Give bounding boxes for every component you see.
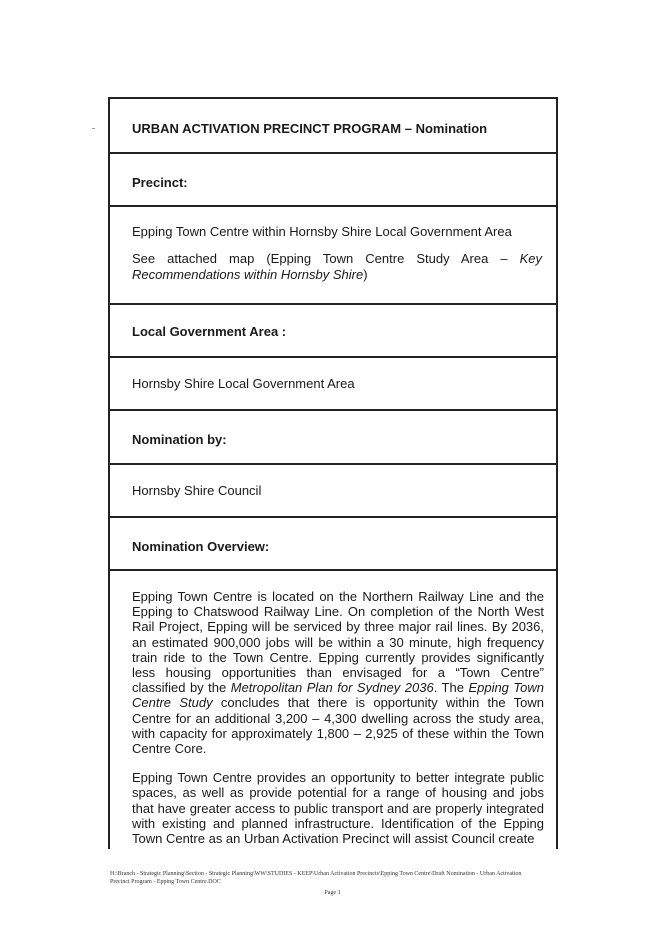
overview-heading: Nomination Overview: [132,539,270,554]
margin-mark [92,128,95,129]
nomination-by-heading: Nomination by: [132,432,227,447]
lga-heading-row [110,305,556,358]
overview-p1-study-title: Epping Town Centre Study [132,680,544,711]
precinct-location: Epping Town Centre within Hornsby Shire Local Government Area [132,224,512,239]
overview-content [110,589,556,846]
overview-paragraph-1 [132,589,544,756]
overview-content-row [110,571,556,851]
nomination-form [108,97,558,849]
precinct-content-row [110,207,556,305]
page-number: Page 1 [324,890,341,896]
title-row [110,99,556,154]
form-title: URBAN ACTIVATION PRECINCT PROGRAM – Nomination [132,121,488,136]
nomination-by-heading-row [110,411,556,465]
precinct-map-reference [132,251,542,283]
precinct-map-suffix: ) [363,267,368,283]
file-path-line-1: H:\Branch - Strategic Planning\Section - Strategic Planning\WW\STUDIES - KEEP\Urban Activation Precincts\Epping Town Centre\Draft Nomination - Urban Activation [110,871,522,877]
overview-p1-plan-title: Metropolitan Plan for Sydney 2036 [230,680,434,696]
overview-paragraph-2: Epping Town Centre provides an opportunity to better integrate public spaces, as well as provide potential for a range of housing and jobs that have greater access to public transport and are properly integrated with existing and planned infrastructure. Identification of the Epping Town Centre as an Urban Activation Precinct will assist Council create [132,770,544,847]
overview-p1-text-c: concludes that there is opportunity within the Town Centre for an additional 3,200 – 4,300 dwelling across the study area, with capacity for approximately 1,800 – 2,925 of these within the Town Centre Core. [132,695,544,757]
overview-heading-row [110,518,556,571]
precinct-heading: Precinct: [132,175,188,190]
nomination-by-value-row [110,465,556,518]
precinct-heading-row [110,154,556,207]
precinct-content [110,224,556,283]
lga-value-row [110,358,556,411]
nomination-by-value: Hornsby Shire Council [132,483,262,498]
precinct-map-title: Key Recommendations within Hornsby Shire [132,251,542,283]
lga-heading: Local Government Area : [132,324,287,339]
overview-p1-text-b: . The [433,680,469,696]
precinct-map-prefix: See attached map (Epping Town Centre Study Area – [132,251,520,267]
overview-p1-text-a: Epping Town Centre is located on the Northern Railway Line and the Epping to Chatswood Railway Line. On completion of the North West Rail Project, Epping will be serviced by three major rail lines. By 2036, an estimated 900,000 jobs will be within a 30 minute, high frequency train ride to the Town Centre. Epping currently provides significantly less housing opportunities than envisaged for a “Town Centre” classified by the [132,589,544,696]
lga-value: Hornsby Shire Local Government Area [132,376,355,391]
document-footer [110,870,580,886]
file-path-line-2: Precinct Program - Epping Town Centre.DOC [110,879,221,885]
